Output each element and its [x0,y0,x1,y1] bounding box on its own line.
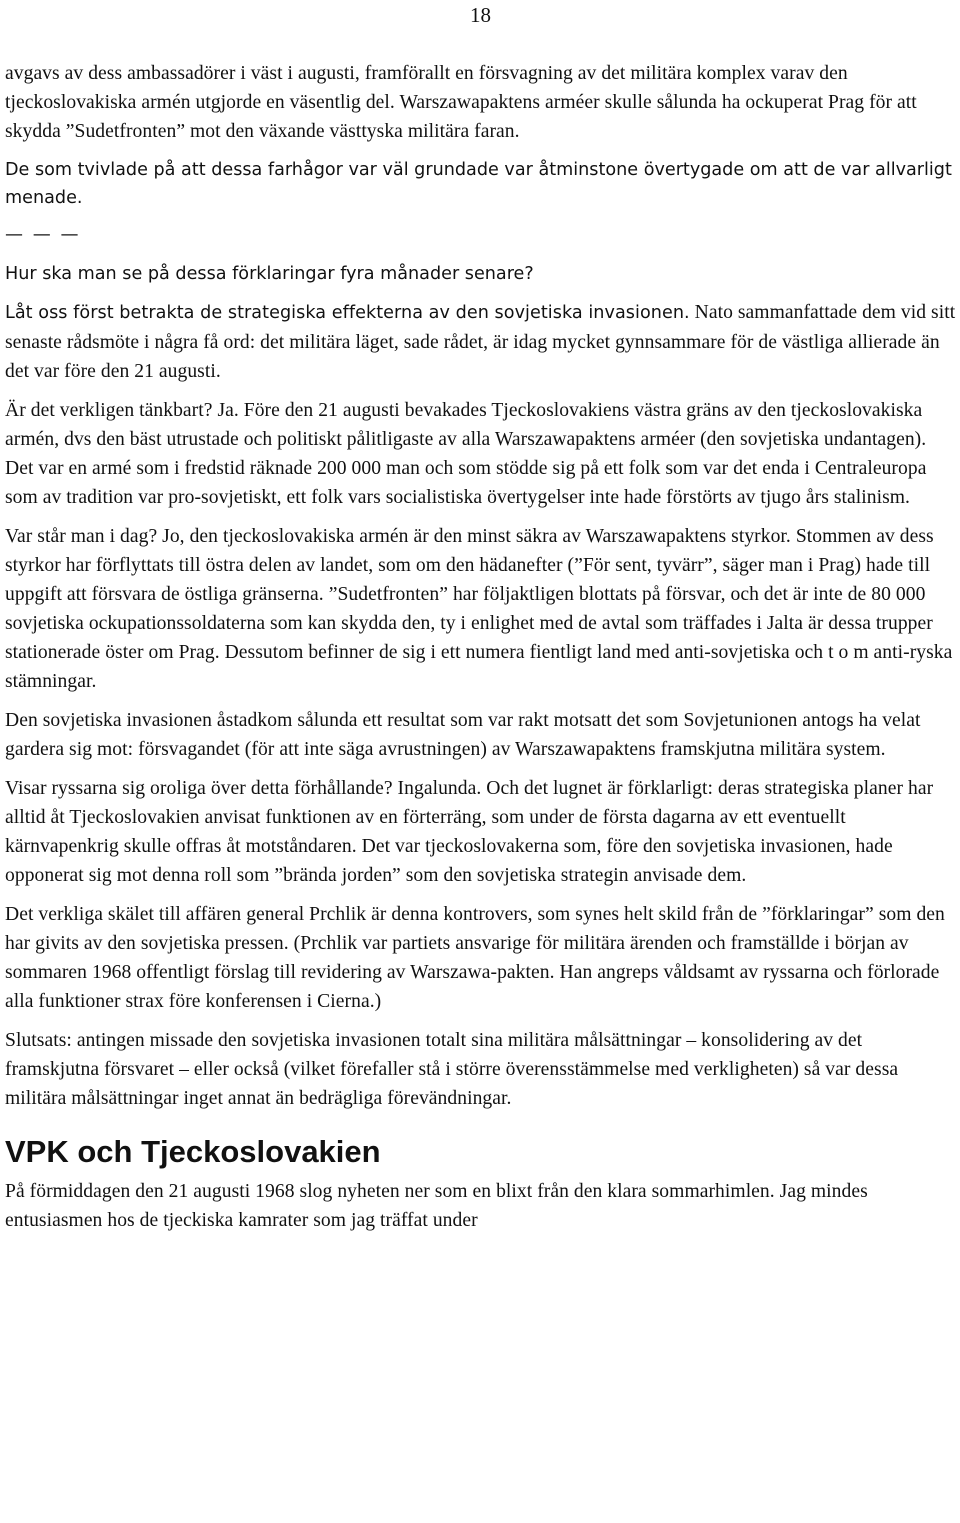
section-heading: VPK och Tjeckoslovakien [5,1134,381,1169]
paragraph-6: Var står man i dag? Jo, den tjeckoslovakiska armén är den minst säkra av Warszawapaktens styrkor. Stommen av dess styrkor har förflyttats till östra delen av landet, som om den hädanefter (”För sent, tyvärr”, säger man i Prag) hade till uppgift att försvara de östliga gränserna. ”Sudetfronten” har följaktligen blottats på försvar, och det är inte de 80 000 sovjetiska ockupationssoldaterna som kan skydda den, ty i enlighet med de avtal som träffades i Jalta är dessa trupper stationerade öster om Prag. Dessutom befinner de sig i ett numera fientligt land med anti-sovjetiska och t o m anti-ryska stämningar. [5,526,953,692]
paragraph-7: Den sovjetiska invasionen åstadkom sålunda ett resultat som var rakt motsatt det som Sovjetunionen antogs ha velat gardera sig mot: försvagandet (för att inte säga avrustningen) av Warszawapaktens framskjutna militära system. [5,710,921,760]
section-separator: — — — [5,224,81,245]
paragraph-10: Slutsats: antingen missade den sovjetiska invasionen totalt sina militära målsättningar – konsolidering av det framskjutna försvaret – eller också (vilket förefaller stå i större överensstämmelse med verkligheten) så var dessa militära målsättningar inget annat än bedrägliga förevändningar. [5,1030,899,1109]
paragraph-4 [5,298,957,386]
paragraph-11: På förmiddagen den 21 augusti 1968 slog nyheten ner som en blixt från den klara sommarhimlen. Jag mindes entusiasmen hos de tjeckiska kamrater som jag träffat under [5,1181,868,1231]
paragraph-9: Det verkliga skälet till affären general Prchlik är denna kontrovers, som synes helt skild från de ”förklaringar” som den har givits av den sovjetiska pressen. (Prchlik var partiets ansvarige för militära ärenden och framställde i början av sommaren 1968 offentligt förslag till revidering av Warszawa-pakten. Han angreps våldsamt av ryssarna och förlorade alla funktioner strax före konferensen i Cierna.) [5,904,945,1012]
paragraph-2: De som tvivlade på att dessa farhågor var väl grundade var åtminstone övertygade om att de var allvarligt menade. [5,160,952,208]
document-body [5,59,957,1245]
paragraph-4-rest: Nato sammanfattade dem vid sitt senaste rådsmöte i några få ord: det militära läget, sade rådet, är idag mycket gynnsammare för de västliga allierade än det var före den 21 augusti. [5,302,956,382]
paragraph-3: Hur ska man se på dessa förklaringar fyra månader senare? [5,264,534,284]
paragraph-1: avgavs av dess ambassadörer i väst i augusti, framförallt en försvagning av det militära komplex varav den tjeckoslovakiska armén utgjorde en väsentlig del. Warszawapaktens arméer skulle sålunda ha ockuperat Prag för att skydda ”Sudetfronten” mot den växande västtyska militära faran. [5,63,917,142]
page-number: 18 [470,3,491,27]
paragraph-5: Är det verkligen tänkbart? Ja. Före den 21 augusti bevakades Tjeckoslovakiens västra gräns av den tjeckoslovakiska armén, dvs den bäst utrustade och politiskt pålitligaste av alla Warszawapaktens arméer (den sovjetiska undantagen). Det var en armé som i fredstid räknade 200 000 man och som stödde sig på ett folk som var det enda i Centraleuropa som av tradition var pro-sovjetiskt, ett folk vars socialistiska övertygelser inte hade förstörts av tjugo års stalinism. [5,400,927,508]
paragraph-8: Visar ryssarna sig oroliga över detta förhållande? Ingalunda. Och det lugnet är förklarligt: deras strategiska planer har alltid åt Tjeckoslovakien anvisat funktionen av en förterräng, som under de första dagarna av ett eventuellt kärnvapenkrig skulle offras åt motståndaren. Det var tjeckoslovakerna som, före den sovjetiska invasionen, hade opponerat sig mot denna roll som ”brända jorden” som den sovjetiska strategin anvisade dem. [5,778,934,886]
paragraph-4-lead: Låt oss först betrakta de strategiska effekterna av den sovjetiska invasionen. [5,303,690,323]
